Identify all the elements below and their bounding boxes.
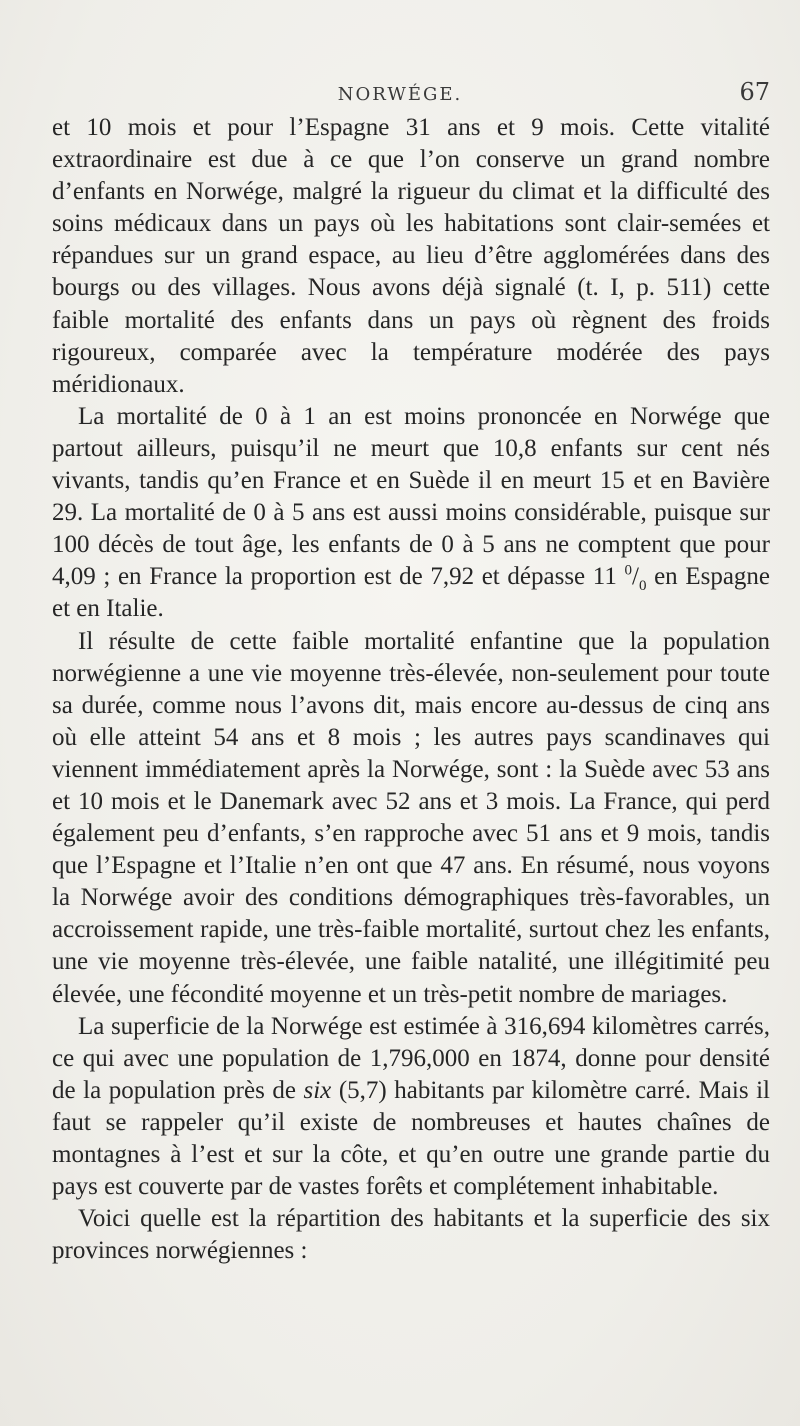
paragraph-1: et 10 mois et pour l’Espagne 31 ans et 9 mois. Cette vitalité extraordinaire est due à ce que l’on conserve un grand nombre d’enfants en Norwége, malgré la rigueur du climat et la difficulté des soins médicaux dans un pays où les habitations sont clair-semées et répandues sur un grand espace, au lieu d’être agglomérées dans des bourgs ou des villages. Nous avons déjà signalé (t. I, p. 511) cette faible mortalité des enfants dans un pays où règnent des froids rigoureux, comparée avec la température modérée des pays méridionaux. — [52, 114, 770, 398]
paragraph-4 — [52, 1011, 770, 1204]
percent-sub: 0 — [638, 578, 647, 595]
percent-slash: / — [632, 563, 639, 591]
paragraph-5: Voici quelle est la répartition des habitants et la superficie des six provinces norwégiennes : — [52, 1205, 770, 1265]
paragraph-2 — [52, 401, 770, 626]
paragraph-4-part-a: La superficie de la Norwége est estimée à 316,694 kilomètres carrés, ce qui avec une population de 1,796,000 en 1874, donne pour densité de la population près de — [52, 1012, 770, 1104]
paragraph-2-text: La mortalité de 0 à 1 an est moins prononcée en Norwége que partout ailleurs, puisqu’il ne meurt que 10,8 enfants sur cent nés vivants, tandis qu’en France et en Suède il en meurt 15 et en Bavière 29. La mortalité de 0 à 5 ans est aussi moins considérable, puisque sur 100 décès de tout âge, les enfants de 0 à 5 ans ne comptent que pour 4,09 ; en France la proportion est de 7,92 et dépasse 11 — [52, 402, 770, 591]
paragraph-4-italic: six — [303, 1076, 332, 1104]
body-text — [52, 112, 770, 1267]
paragraph-2-tail: en Espagne et en Italie. — [52, 563, 771, 623]
paragraph-4-part-b: (5,7) habitants par kilomètre carré. Mais il faut se rappeler qu’il existe de nombreuses et hautes chaînes de montagnes à l’est et sur la côte, et qu’en outre une grande partie du pays est couverte par de vastes forêts et complétement inhabitable. — [52, 1076, 770, 1201]
page-number: 67 — [739, 78, 770, 106]
running-title: NORWÉGE. — [337, 84, 463, 105]
paragraph-3: Il résulte de cette faible mortalité enfantine que la population norwégienne a une vie moyenne très-élevée, non-seulement pour toute sa durée, comme nous l’avons dit, mais encore au-dessus de cinq ans où elle atteint 54 ans et 8 mois ; les autres pays scandinaves qui viennent immédiatement après la Norwége, sont : la Suède avec 53 ans et 10 mois et le Danemark avec 52 ans et 3 mois. La France, qui perd également peu d’enfants, s’en rapproche avec 51 ans et 9 mois, tandis que l’Espagne et l’Italie n’en ont que 47 ans. En résumé, nous voyons la Norwége avoir des conditions démographiques très-favorables, un accroissement rapide, une très-faible mortalité, surtout chez les enfants, une vie moyenne très-élevée, une faible natalité, une illégitimité peu élevée, une fécondité moyenne et un très-petit nombre de mariages. — [52, 627, 770, 1008]
percent-sup: 0 — [624, 562, 632, 579]
running-head — [0, 78, 800, 112]
